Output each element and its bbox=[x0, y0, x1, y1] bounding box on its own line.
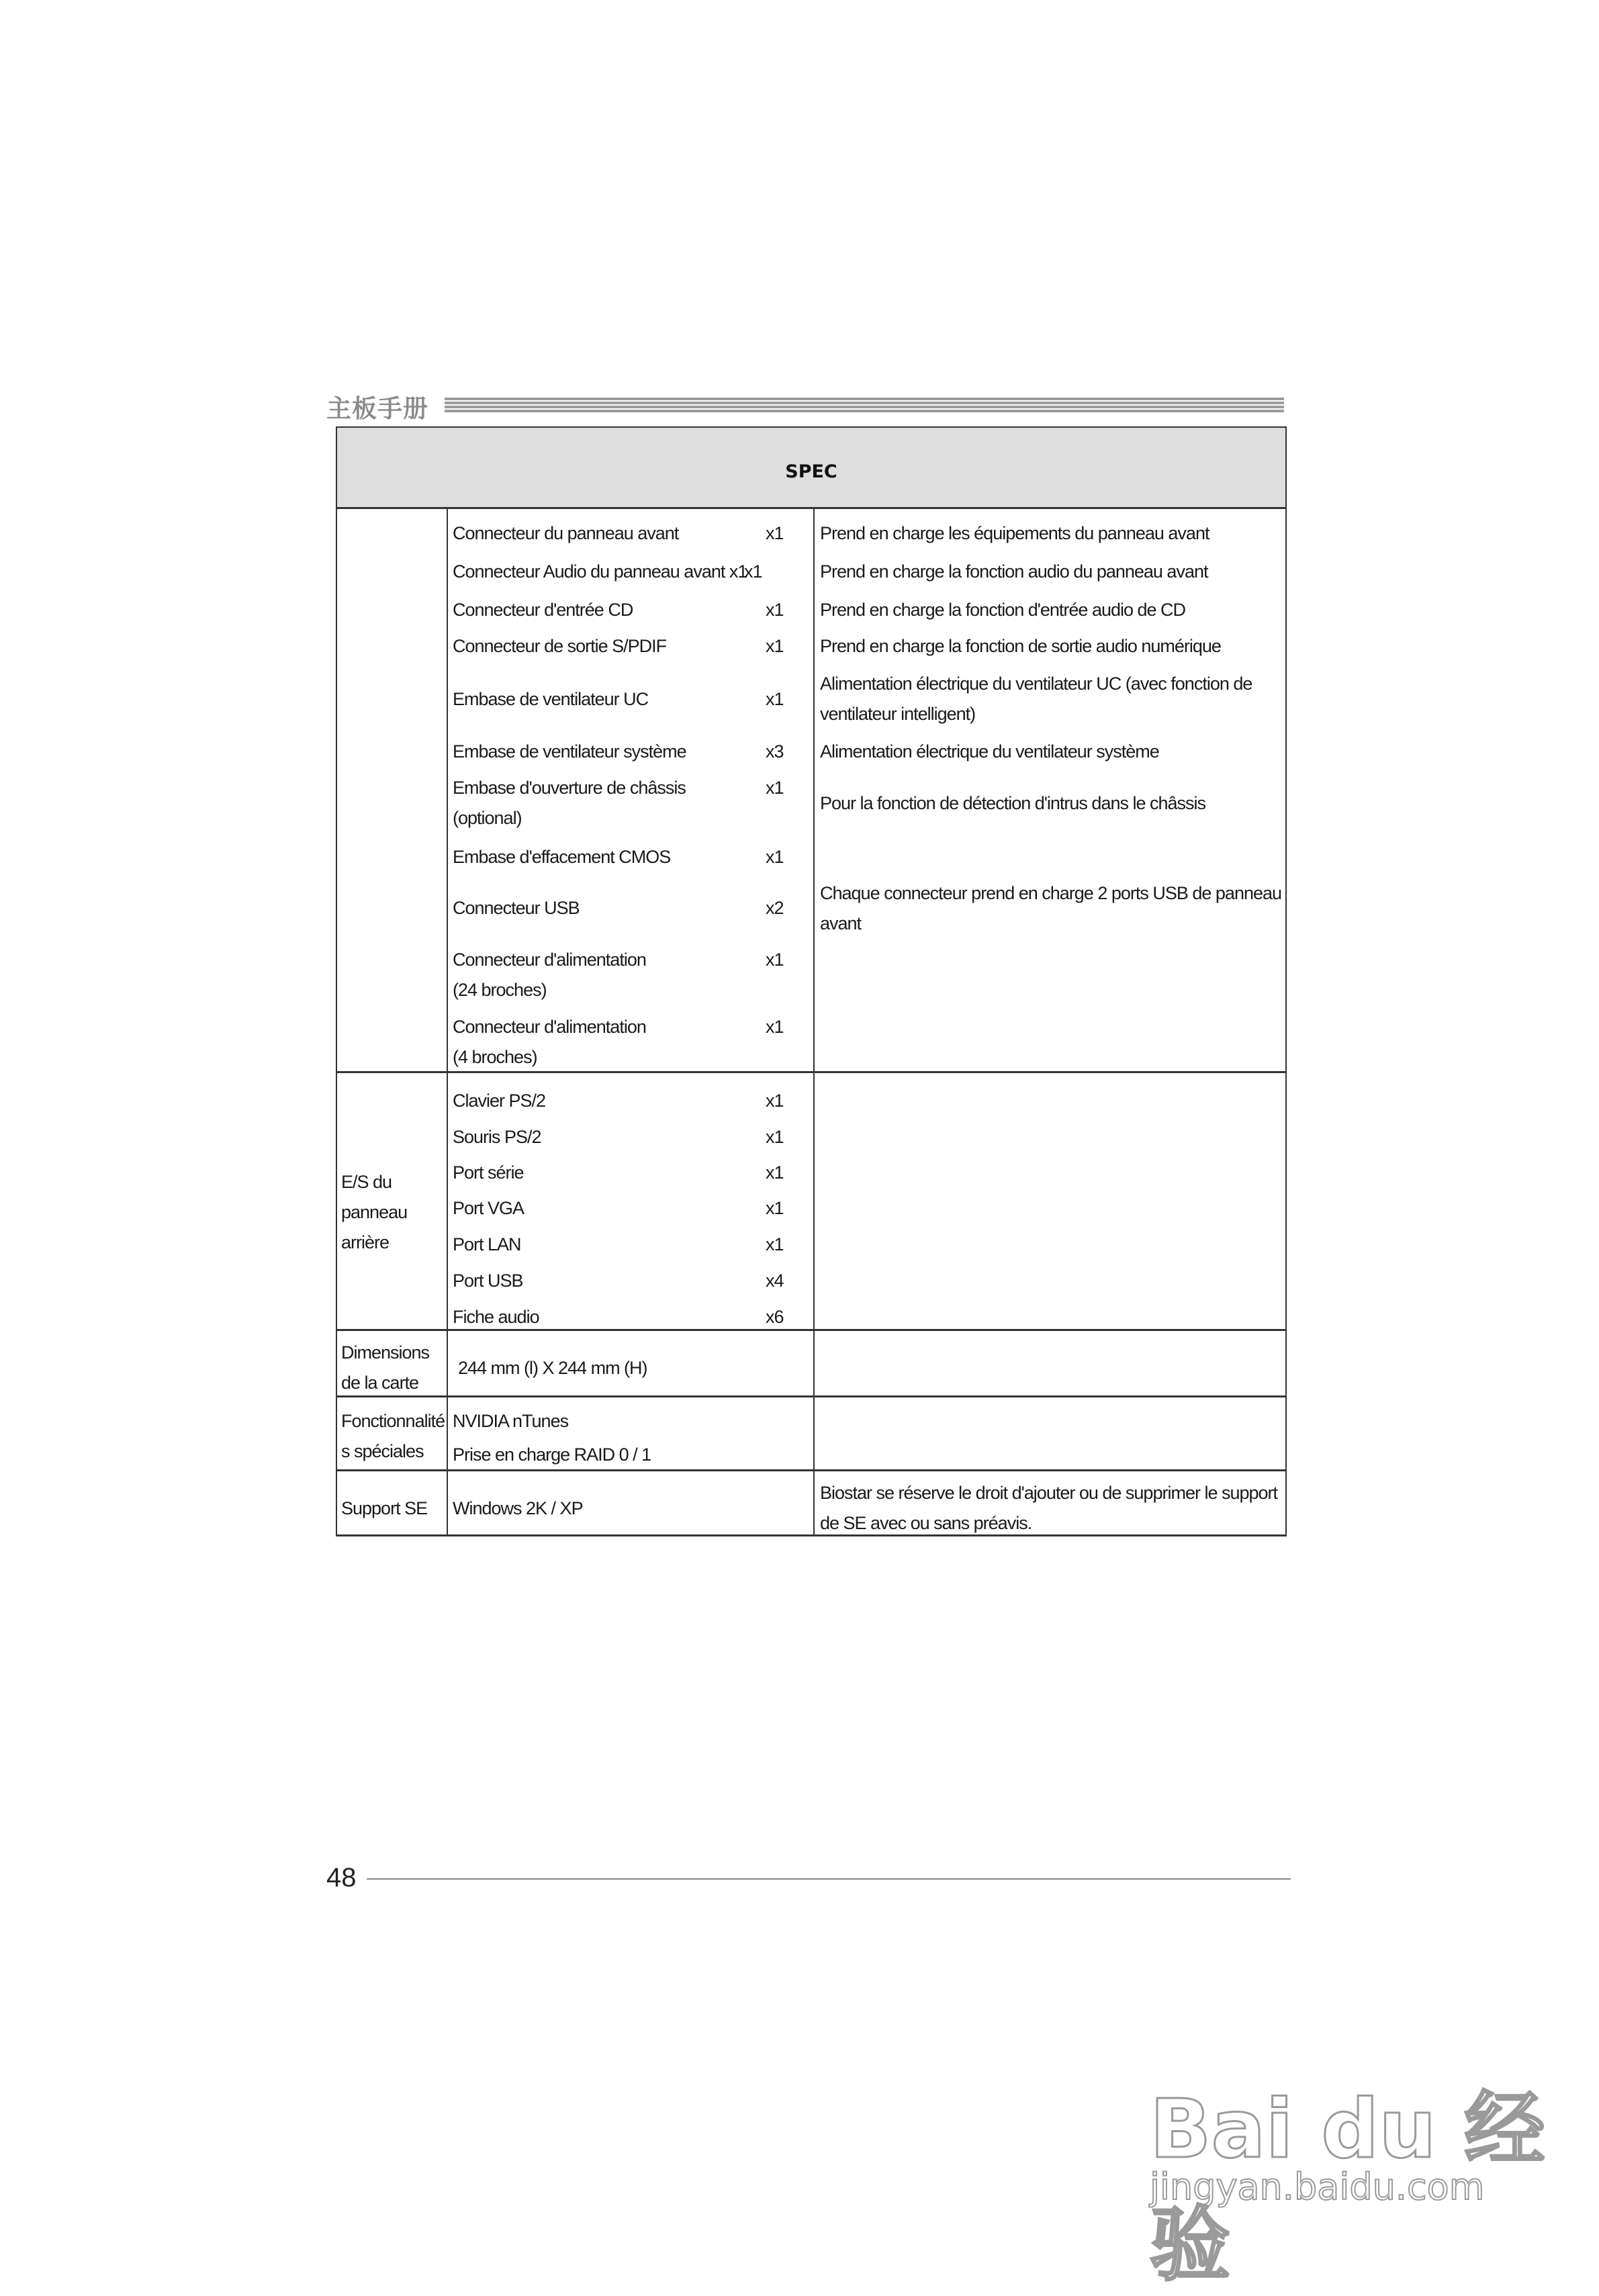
rear-io-item: Clavier PS/2 bbox=[453, 1091, 546, 1111]
connector-desc: Prend en charge la fonction de sortie audio numérique bbox=[820, 636, 1221, 656]
connector-item: Connecteur du panneau avant bbox=[453, 523, 679, 543]
rear-io-item: Fiche audio bbox=[453, 1307, 539, 1327]
rear-io-label: arrière bbox=[341, 1232, 390, 1252]
table-right-border bbox=[1285, 509, 1287, 1536]
os-support-label: Support SE bbox=[341, 1498, 428, 1518]
connector-desc: Prend en charge la fonction audio du panneau avant bbox=[820, 561, 1208, 582]
connector-qty: x1 bbox=[766, 523, 784, 543]
connector-item: Connecteur d'alimentation bbox=[453, 1017, 646, 1037]
special-features-label: Fonctionnalité bbox=[341, 1411, 445, 1431]
connector-item: (24 broches) bbox=[453, 980, 547, 1000]
connector-qty: x1 bbox=[766, 1017, 784, 1037]
connector-desc: avant bbox=[820, 913, 862, 933]
connector-desc: Prend en charge les équipements du panneau avant bbox=[820, 523, 1209, 543]
os-support-note: de SE avec ou sans préavis. bbox=[820, 1513, 1032, 1533]
rear-io-label: E/S du bbox=[341, 1172, 392, 1192]
connector-desc: Alimentation électrique du ventilateur système bbox=[820, 741, 1159, 762]
os-support-value: Windows 2K / XP bbox=[453, 1498, 583, 1518]
table-left-border bbox=[336, 509, 337, 1536]
connector-item: Connecteur d'entrée CD bbox=[453, 600, 633, 620]
page-number: 48 bbox=[326, 1863, 357, 1892]
rear-io-qty: x1 bbox=[766, 1234, 784, 1254]
rear-io-item: Souris PS/2 bbox=[453, 1127, 541, 1147]
connector-qty: x1 bbox=[766, 600, 784, 620]
connector-desc: Alimentation électrique du ventilateur UC (avec fonction de bbox=[820, 674, 1252, 694]
manual-title: 主板手册 bbox=[326, 394, 428, 423]
rear-io-item: Port LAN bbox=[453, 1234, 521, 1254]
column-divider-1 bbox=[447, 509, 448, 1536]
connector-item: Connecteur USB bbox=[453, 898, 580, 918]
dimensions-label: Dimensions bbox=[341, 1342, 430, 1363]
rear-io-qty: x4 bbox=[766, 1271, 784, 1291]
rear-io-qty: x1 bbox=[766, 1127, 784, 1147]
column-divider-2 bbox=[813, 509, 815, 1536]
spec-title: SPEC bbox=[785, 461, 837, 482]
connector-qty: x3 bbox=[766, 741, 784, 762]
special-features-label: s spéciales bbox=[341, 1441, 424, 1461]
connector-item: Connecteur Audio du panneau avant x1 bbox=[453, 561, 747, 582]
connector-item: Embase d'effacement CMOS bbox=[453, 847, 671, 867]
rear-io-label: panneau bbox=[341, 1202, 408, 1222]
spec-table bbox=[336, 426, 1288, 1536]
dimensions-label: de la carte bbox=[341, 1373, 419, 1393]
special-feature: NVIDIA nTunes bbox=[453, 1411, 569, 1431]
os-support-note: Biostar se réserve le droit d'ajouter ou de supprimer le support bbox=[820, 1483, 1278, 1503]
connector-desc: Pour la fonction de détection d'intrus dans le châssis bbox=[820, 793, 1206, 813]
baidu-watermark-url: jingyan.baidu.com bbox=[1150, 2166, 1485, 2208]
rear-io-qty: x1 bbox=[766, 1198, 784, 1218]
connector-item: Connecteur de sortie S/PDIF bbox=[453, 636, 667, 656]
connector-desc: ventilateur intelligent) bbox=[820, 704, 976, 724]
connector-item: Embase d'ouverture de châssis bbox=[453, 778, 686, 798]
connector-qty: x1 bbox=[766, 950, 784, 970]
connector-desc: Prend en charge la fonction d'entrée audio de CD bbox=[820, 600, 1186, 620]
connector-desc: Chaque connecteur prend en charge 2 ports USB de panneau bbox=[820, 883, 1282, 903]
rear-io-qty: x1 bbox=[766, 1162, 784, 1183]
footer-rule bbox=[367, 1878, 1291, 1880]
rear-io-item: Port série bbox=[453, 1162, 524, 1183]
connector-qty: x1 bbox=[744, 561, 762, 582]
connector-item: (optional) bbox=[453, 808, 522, 828]
connector-qty: x1 bbox=[766, 636, 784, 656]
connector-qty: x2 bbox=[766, 898, 784, 918]
connector-qty: x1 bbox=[766, 847, 784, 867]
table-bottom-border bbox=[336, 1534, 1287, 1536]
rear-io-qty: x6 bbox=[766, 1307, 784, 1327]
baidu-watermark-logo: Bai du 经验 bbox=[1150, 2083, 1545, 2292]
rear-io-item: Port USB bbox=[453, 1271, 523, 1291]
header-rule bbox=[445, 398, 1284, 412]
spec-table-header bbox=[336, 426, 1287, 509]
connector-item: Connecteur d'alimentation bbox=[453, 950, 646, 970]
connector-item: (4 broches) bbox=[453, 1047, 537, 1067]
connector-item: Embase de ventilateur UC bbox=[453, 689, 649, 709]
rear-io-item: Port VGA bbox=[453, 1198, 524, 1218]
section-divider bbox=[336, 1395, 1287, 1397]
connector-qty: x1 bbox=[766, 689, 784, 709]
connector-item: Embase de ventilateur système bbox=[453, 741, 686, 762]
special-feature: Prise en charge RAID 0 / 1 bbox=[453, 1444, 651, 1465]
dimensions-value: 244 mm (l) X 244 mm (H) bbox=[458, 1358, 647, 1378]
rear-io-qty: x1 bbox=[766, 1091, 784, 1111]
connector-qty: x1 bbox=[766, 778, 784, 798]
